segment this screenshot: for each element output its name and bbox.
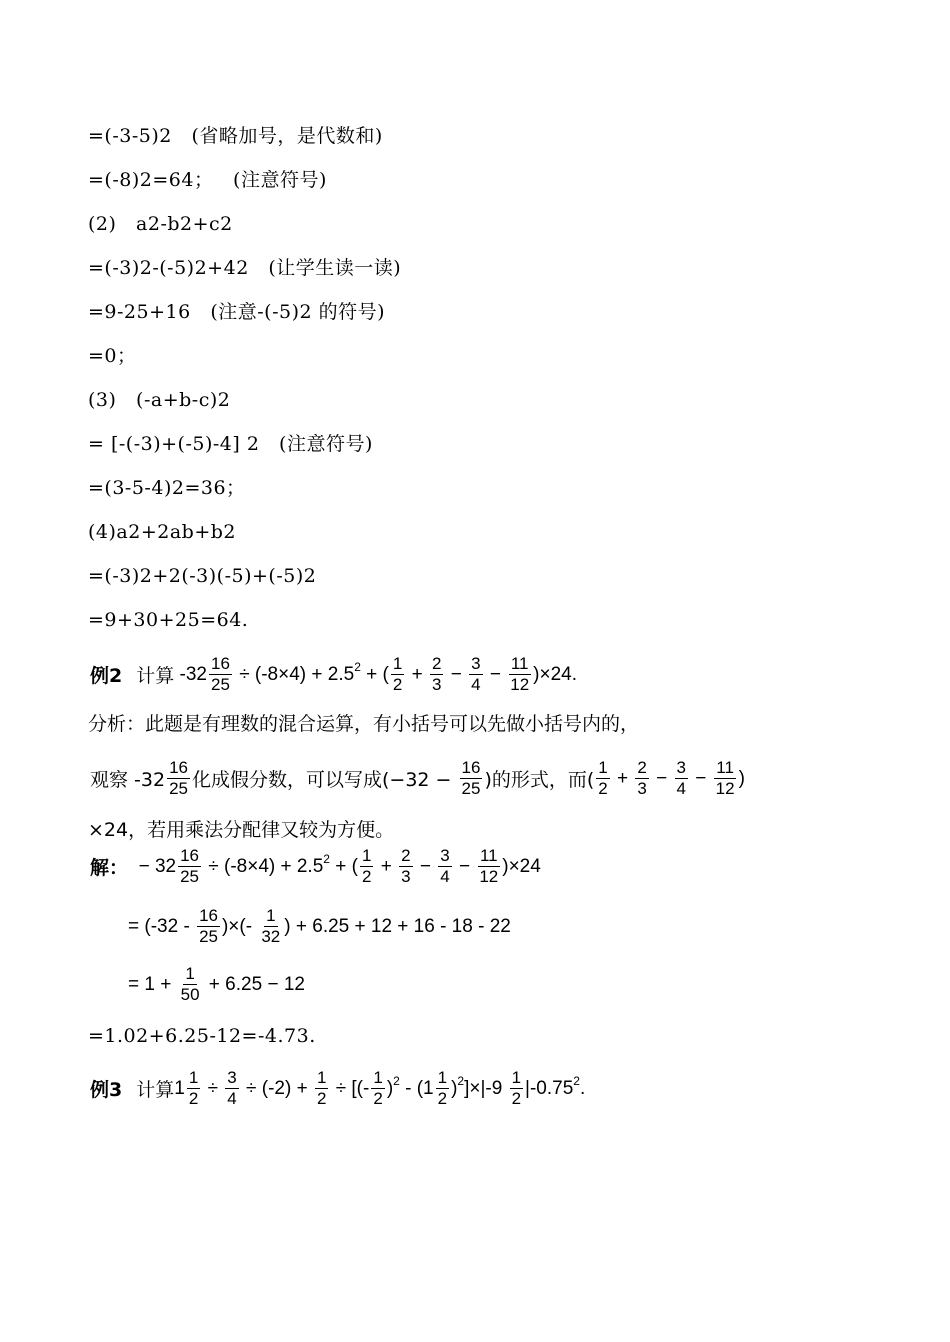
text-line: =(-3)2-(-5)2+42 (让学生读一读) bbox=[88, 257, 402, 279]
calc-label: 计算 bbox=[136, 665, 175, 687]
expr-part: − bbox=[650, 767, 673, 789]
exponent: 2 bbox=[354, 659, 361, 674]
solution-line-3 bbox=[128, 964, 305, 1005]
denominator: 3 bbox=[637, 779, 647, 798]
expr-part: ]×|-9 bbox=[464, 1077, 508, 1099]
exponent: 2 bbox=[323, 851, 330, 866]
fraction bbox=[197, 906, 220, 947]
expr-part: = (-32 - bbox=[128, 915, 196, 937]
denominator: 3 bbox=[431, 675, 442, 694]
numerator: 16 bbox=[169, 758, 188, 777]
denominator: 2 bbox=[392, 675, 403, 694]
text-line: =9+30+25=64. bbox=[88, 609, 249, 631]
expr-part: 1 bbox=[174, 1077, 185, 1099]
numerator: 1 bbox=[437, 1068, 448, 1087]
fraction bbox=[430, 654, 443, 695]
numerator: 3 bbox=[440, 846, 450, 865]
denominator: 25 bbox=[180, 867, 200, 886]
fraction bbox=[510, 1068, 523, 1109]
denominator: 2 bbox=[361, 867, 372, 886]
solution-line-2 bbox=[128, 906, 511, 947]
example-label: 例2 bbox=[90, 665, 123, 687]
expr-part: = 1 + bbox=[128, 973, 177, 995]
numerator: 1 bbox=[266, 906, 276, 925]
exponent: 2 bbox=[573, 1073, 580, 1088]
expr-part: - (1 bbox=[399, 1077, 434, 1099]
fraction bbox=[360, 846, 373, 887]
denominator: 12 bbox=[715, 779, 735, 798]
fraction bbox=[714, 758, 737, 799]
expr-part: + bbox=[375, 855, 398, 877]
numerator: 16 bbox=[199, 906, 218, 925]
denominator: 32 bbox=[261, 927, 281, 946]
fraction bbox=[460, 758, 483, 799]
denominator: 12 bbox=[510, 675, 530, 694]
expr-part: ) bbox=[738, 767, 745, 789]
text-line: (3) (-a+b-c)2 bbox=[88, 389, 231, 411]
example-2 bbox=[90, 654, 577, 695]
fraction bbox=[179, 964, 202, 1005]
denominator: 2 bbox=[437, 1089, 448, 1108]
fraction bbox=[167, 758, 190, 799]
expr-part: |-0.75 bbox=[525, 1077, 574, 1099]
numerator: 16 bbox=[211, 654, 230, 673]
denominator: 3 bbox=[401, 867, 411, 886]
text-line: = [-(-3)+(-5)-4] 2 (注意符号) bbox=[88, 433, 373, 455]
fraction bbox=[477, 846, 500, 887]
expr-part: ÷ (-8×4) + 2.5 bbox=[203, 855, 324, 877]
calc-label: 计算 bbox=[136, 1079, 175, 1101]
numerator: 1 bbox=[185, 964, 195, 983]
expr-part: ) bbox=[451, 1077, 458, 1099]
expr-part: − bbox=[445, 663, 468, 685]
numerator: 1 bbox=[392, 654, 403, 673]
fraction bbox=[178, 846, 201, 887]
denominator: 4 bbox=[471, 675, 481, 694]
expr-part: − bbox=[453, 855, 476, 877]
denominator: 2 bbox=[373, 1089, 383, 1108]
numerator: 1 bbox=[511, 1068, 522, 1087]
expr-part: ) bbox=[386, 1077, 394, 1099]
numerator: 1 bbox=[188, 1068, 199, 1087]
expr-part: − bbox=[689, 767, 712, 789]
fraction bbox=[438, 846, 451, 887]
example-3 bbox=[90, 1068, 585, 1109]
expr-part: )×24 bbox=[502, 855, 541, 877]
fraction bbox=[209, 654, 232, 695]
expr-part: − bbox=[414, 855, 437, 877]
text-line: =(3-5-4)2=36； bbox=[88, 477, 246, 499]
expr-part: 观察 -32 bbox=[90, 769, 166, 791]
numerator: 2 bbox=[431, 654, 442, 673]
numerator: 1 bbox=[316, 1068, 327, 1087]
numerator: 16 bbox=[461, 758, 481, 777]
denominator: 2 bbox=[511, 1089, 522, 1108]
text-line: =1.02+6.25-12=-4.73. bbox=[88, 1025, 316, 1047]
solution-label: 解： bbox=[90, 857, 129, 879]
denominator: 25 bbox=[199, 927, 218, 946]
text-line: =(-3-5)2 (省略加号，是代数和) bbox=[88, 125, 383, 147]
exponent: 2 bbox=[457, 1073, 465, 1088]
denominator: 2 bbox=[316, 1089, 327, 1108]
numerator: 11 bbox=[510, 654, 529, 673]
numerator: 16 bbox=[180, 846, 200, 865]
fraction bbox=[187, 1068, 200, 1109]
denominator: 12 bbox=[479, 867, 499, 886]
fraction bbox=[259, 906, 282, 947]
expr-part: ÷ (-8×4) + 2.5 bbox=[233, 663, 355, 685]
fraction bbox=[596, 758, 609, 799]
denominator: 25 bbox=[461, 779, 481, 798]
fraction bbox=[469, 654, 482, 695]
numerator: 3 bbox=[227, 1068, 237, 1087]
expr-part: . bbox=[579, 1077, 586, 1099]
numerator: 3 bbox=[676, 758, 686, 777]
fraction bbox=[391, 654, 404, 695]
expr-part: + bbox=[611, 767, 634, 789]
denominator: 2 bbox=[598, 779, 608, 798]
numerator: 2 bbox=[401, 846, 411, 865]
fraction bbox=[399, 846, 412, 887]
expr-part: )×24. bbox=[533, 663, 577, 685]
expr-part: − bbox=[484, 663, 507, 685]
numerator: 3 bbox=[471, 654, 481, 673]
text-line: =9-25+16 (注意-(-5)2 的符号) bbox=[88, 301, 386, 323]
denominator: 25 bbox=[211, 675, 230, 694]
analysis-formula-line bbox=[90, 758, 745, 799]
expr-part: ÷ bbox=[202, 1077, 224, 1099]
denominator: 4 bbox=[676, 779, 686, 798]
text-line: (4)a2+2ab+b2 bbox=[88, 521, 236, 543]
expr-part: -32 bbox=[174, 663, 207, 685]
expr-part: ÷ (-2) + bbox=[240, 1077, 313, 1099]
fraction bbox=[508, 654, 531, 695]
expr-part: ÷ [(- bbox=[330, 1077, 370, 1099]
analysis-line: ×24，若用乘法分配律又较为方便。 bbox=[88, 819, 395, 841]
fraction bbox=[635, 758, 648, 799]
denominator: 50 bbox=[180, 985, 200, 1004]
expr-part: + 6.25 − 12 bbox=[203, 973, 305, 995]
fraction bbox=[675, 758, 688, 799]
fraction bbox=[315, 1068, 328, 1109]
expr-part: 化成假分数，可以写成(−32 − bbox=[192, 769, 458, 791]
numerator: 1 bbox=[373, 1068, 383, 1087]
denominator: 4 bbox=[440, 867, 450, 886]
numerator: 11 bbox=[716, 758, 734, 777]
expr-part: − 32 bbox=[128, 855, 177, 877]
denominator: 4 bbox=[227, 1089, 237, 1108]
fraction bbox=[225, 1068, 238, 1109]
text-line: =0； bbox=[88, 345, 137, 367]
expr-part: )×(- bbox=[221, 915, 258, 937]
denominator: 2 bbox=[188, 1089, 199, 1108]
numerator: 11 bbox=[479, 846, 498, 865]
text-line: =(-3)2+2(-3)(-5)+(-5)2 bbox=[88, 565, 317, 587]
analysis-line: 分析：此题是有理数的混合运算，有小括号可以先做小括号内的， bbox=[88, 713, 640, 735]
fraction bbox=[436, 1068, 449, 1109]
numerator: 2 bbox=[637, 758, 647, 777]
exponent: 2 bbox=[393, 1073, 400, 1088]
numerator: 1 bbox=[598, 758, 608, 777]
expr-part: + ( bbox=[360, 663, 389, 685]
example-label: 例3 bbox=[90, 1079, 123, 1101]
numerator: 1 bbox=[361, 846, 372, 865]
text-line: (2) a2-b2+c2 bbox=[88, 213, 233, 235]
solution-line-1 bbox=[90, 846, 541, 887]
denominator: 25 bbox=[169, 779, 188, 798]
expr-part: )的形式，而( bbox=[484, 769, 595, 791]
text-line: =(-8)2=64； (注意符号) bbox=[88, 169, 327, 191]
fraction bbox=[371, 1068, 384, 1109]
expr-part: + ( bbox=[329, 855, 358, 877]
expr-part: ) + 6.25 + 12 + 16 - 18 - 22 bbox=[284, 915, 511, 937]
expr-part: + bbox=[406, 663, 428, 685]
